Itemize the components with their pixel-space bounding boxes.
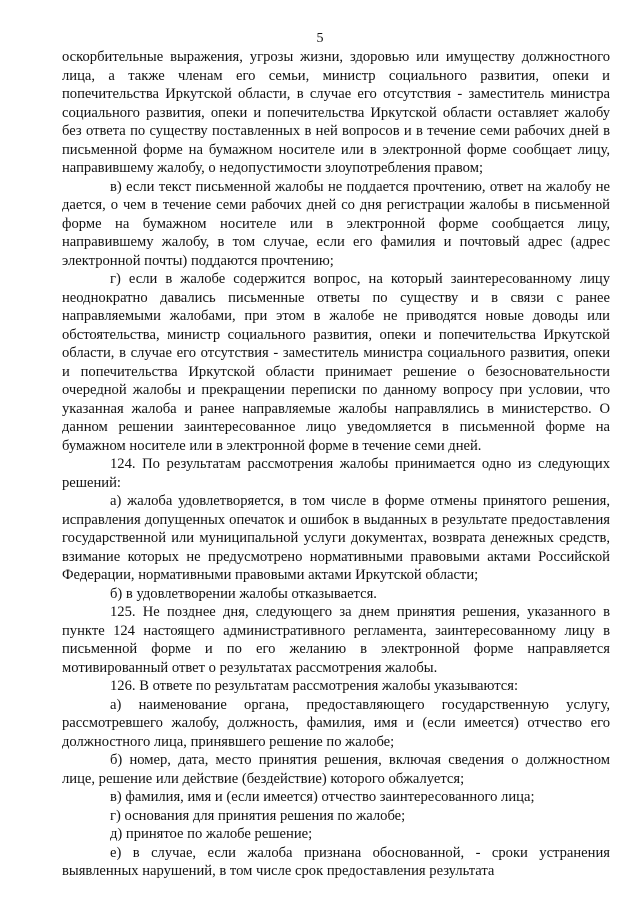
document-body: [62, 48, 610, 881]
paragraph-124: 124. По результатам рассмотрения жалобы принимается одно из следующих решений:: [62, 456, 610, 491]
paragraph-126-d: д) принятое по жалобе решение;: [110, 826, 313, 842]
paragraph-item-v: в) если текст письменной жалобы не поддается прочтению, ответ на жалобу не дается, о чем в течение семи рабочих дней со дня регистрации жалобы в письменной форме на бумажном носителе или в электронной форме сообщается лицу, направившему жалобу, в том случае, если его фамилия и почтовый адрес (адрес электронной почты) поддаются прочтению;: [62, 178, 610, 269]
paragraph-124-a: а) жалоба удовлетворяется, в том числе в форме отмены принятого решения, исправления допущенных опечаток и ошибок в выданных в результате предоставления государственной или муниципальной услуги документах, возврата денежных средств, взимание которых не предусмотрено нормативными правовыми актами Российской Федерации, нормативными правовыми актами Иркутской области;: [62, 493, 610, 583]
paragraph-125: 125. Не позднее дня, следующего за днем принятия решения, указанного в пункте 124 настоящего административного регламента, заинтересованному лицу в письменной форме и по его желанию в электронной форме направляется мотивированный ответ о результатах рассмотрения жалобы.: [62, 604, 610, 676]
paragraph-126: 126. В ответе по результатам рассмотрения жалобы указываются:: [110, 678, 519, 694]
paragraph-continuation: оскорбительные выражения, угрозы жизни, здоровью или имуществу должностного лица, а также членам его семьи, министр социального развития, опеки и попечительства Иркутской области, в случае его отсутствия - заместитель министра социального развития, опеки и попечительства Иркутской области оставляет жалобу без ответа по существу поставленных в ней вопросов и в течение семи рабочих дней в письменной форме на бумажном носителе или в электронной форме сообщает лицу, направившему жалобу, о недопустимости злоупотребления правом;: [62, 49, 610, 176]
page-number: 5: [316, 31, 324, 46]
paragraph-126-b: б) номер, дата, место принятия решения, включая сведения о должностном лице, решение или действие (бездействие) которого обжалуется;: [62, 752, 610, 787]
paragraph-item-g: г) если в жалобе содержится вопрос, на который заинтересованному лицу неоднократно давались письменные ответы по существу и в связи с ранее направляемыми жалобами, при этом в жалобе не приводятся новые доводы или обстоятельства, министр социального развития, опеки и попечительства Иркутской области, в случае его отсутствия - заместитель министра социального развития, опеки и попечительства Иркутской области принимает решение о безосновательности очередной жалобы и прекращении переписки по данному вопросу при условии, что указанная жалоба и ранее направляемые жалобы направлялись в министерство. О данном решении заинтересованное лицо уведомляется в письменной форме на бумажном носителе или в электронной форме в течение семи дней.: [62, 271, 610, 454]
paragraph-124-b: б) в удовлетворении жалобы отказывается.: [110, 585, 377, 602]
paragraph-126-e: е) в случае, если жалоба признана обоснованной, - сроки устранения выявленных нарушений, в том числе срок предоставления результата: [62, 844, 610, 879]
paragraph-126-v: в) фамилия, имя и (если имеется) отчество заинтересованного лица;: [110, 789, 535, 805]
paragraph-126-a: а) наименование органа, предоставляющего государственную услугу, рассмотревшего жалобу, должность, фамилия, имя и (если имеется) отчество его должностного лица, принявшего решение по жалобе;: [62, 696, 610, 750]
paragraph-126-g: г) основания для принятия решения по жалобе;: [110, 807, 406, 824]
